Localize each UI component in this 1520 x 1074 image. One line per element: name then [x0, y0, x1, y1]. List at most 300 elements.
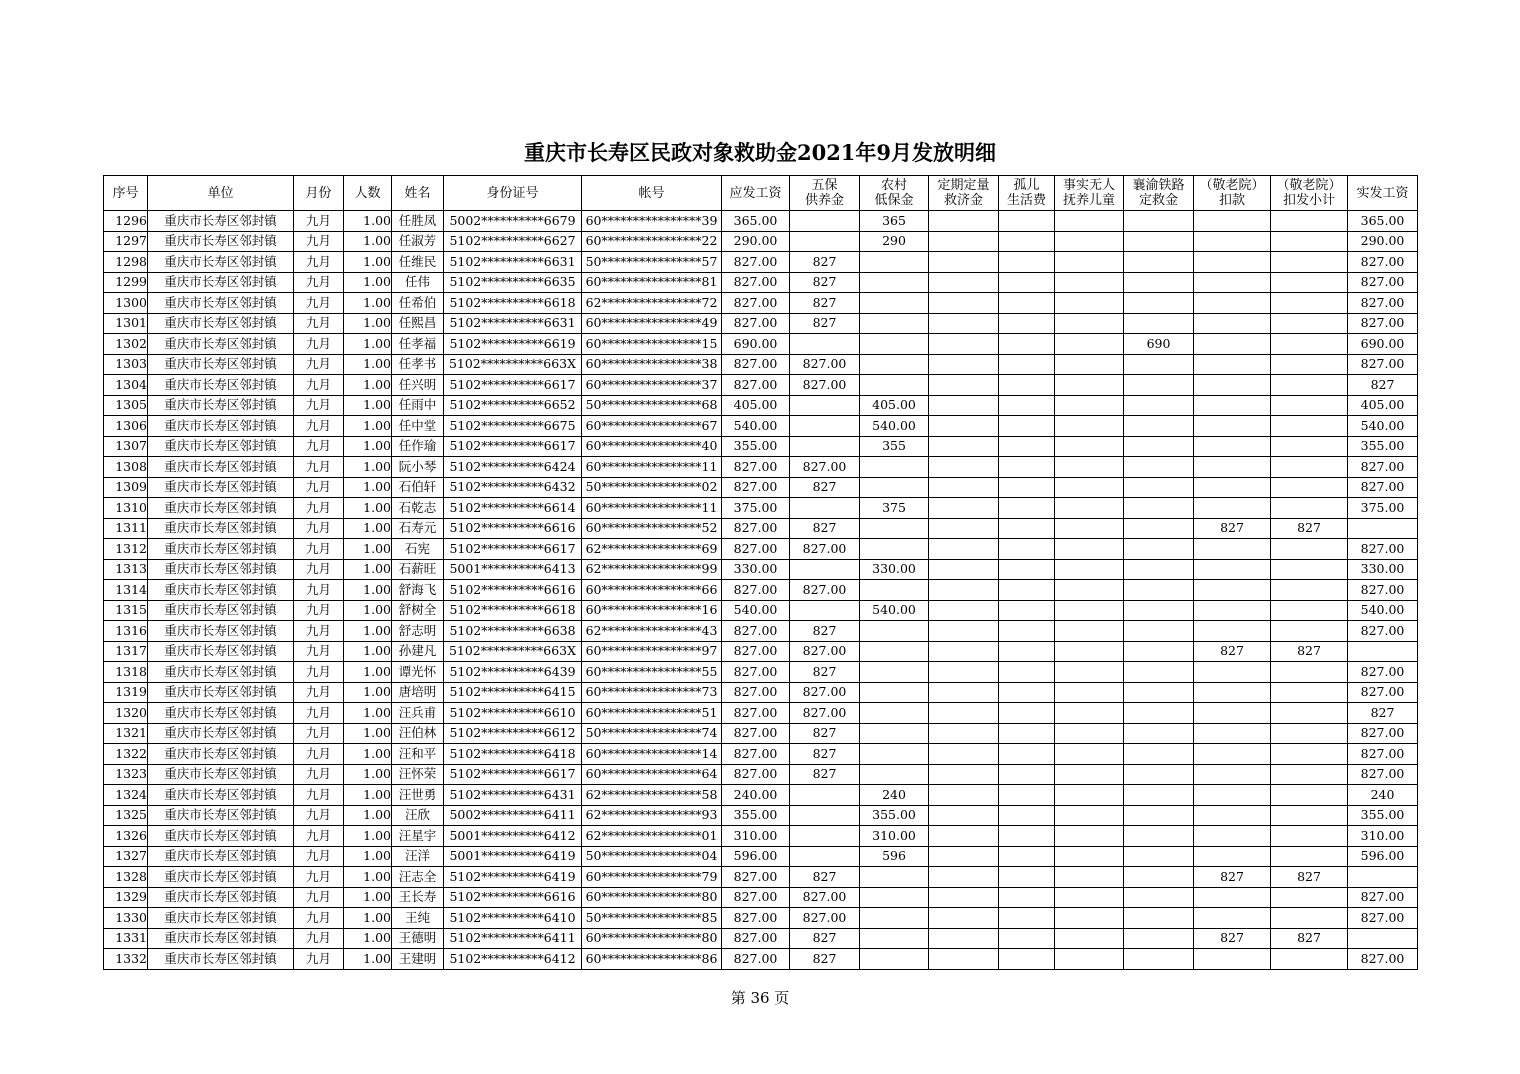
cell-name: 舒志明: [392, 621, 444, 642]
cell-dibao: [860, 682, 929, 703]
cell-unit: 重庆市长寿区邻封镇: [148, 949, 294, 970]
cell-month: 九月: [294, 703, 344, 724]
cell-account: 60****************14: [582, 744, 722, 765]
header-name: 姓名: [392, 176, 444, 211]
cell-month: 九月: [294, 457, 344, 478]
cell-jlkk: [1194, 744, 1271, 765]
cell-dingqi: [929, 600, 999, 621]
cell-people: 1.00: [344, 211, 392, 232]
cell-wubao: 827: [790, 949, 860, 970]
cell-account: 60****************15: [582, 334, 722, 355]
cell-actual: 355.00: [1348, 805, 1418, 826]
payment-table: [103, 175, 1418, 970]
cell-dingqi: [929, 436, 999, 457]
cell-unit: 重庆市长寿区邻封镇: [148, 682, 294, 703]
cell-idno: 5102**********6439: [444, 662, 582, 683]
cell-people: 1.00: [344, 785, 392, 806]
cell-wubao: 827.00: [790, 539, 860, 560]
cell-jlxj: [1271, 826, 1348, 847]
cell-dibao: [860, 641, 929, 662]
cell-dingqi: [929, 723, 999, 744]
cell-people: 1.00: [344, 744, 392, 765]
cell-actual: 827.00: [1348, 662, 1418, 683]
cell-people: 1.00: [344, 559, 392, 580]
cell-people: 1.00: [344, 293, 392, 314]
cell-account: 60****************22: [582, 231, 722, 252]
table-row: [104, 805, 1418, 826]
cell-dingqi: [929, 621, 999, 642]
cell-account: 62****************72: [582, 293, 722, 314]
cell-account: 60****************39: [582, 211, 722, 232]
cell-seq: 1310: [104, 498, 148, 519]
cell-idno: 5001**********6413: [444, 559, 582, 580]
cell-dingqi: [929, 334, 999, 355]
cell-account: 60****************52: [582, 518, 722, 539]
cell-people: 1.00: [344, 498, 392, 519]
cell-people: 1.00: [344, 867, 392, 888]
cell-dingqi: [929, 354, 999, 375]
cell-wubao: [790, 211, 860, 232]
cell-jlxj: [1271, 805, 1348, 826]
cell-dingqi: [929, 477, 999, 498]
cell-shishi: [1055, 682, 1124, 703]
cell-seq: 1320: [104, 703, 148, 724]
cell-xiangyu: [1124, 826, 1194, 847]
cell-guer: [999, 846, 1055, 867]
cell-dibao: [860, 580, 929, 601]
cell-dibao: [860, 621, 929, 642]
cell-month: 九月: [294, 826, 344, 847]
cell-unit: 重庆市长寿区邻封镇: [148, 498, 294, 519]
cell-month: 九月: [294, 313, 344, 334]
cell-shishi: [1055, 395, 1124, 416]
cell-dingqi: [929, 498, 999, 519]
cell-xiangyu: [1124, 416, 1194, 437]
cell-shishi: [1055, 211, 1124, 232]
cell-jlxj: [1271, 416, 1348, 437]
cell-jlkk: [1194, 375, 1271, 396]
cell-jlkk: [1194, 272, 1271, 293]
cell-idno: 5001**********6419: [444, 846, 582, 867]
cell-unit: 重庆市长寿区邻封镇: [148, 354, 294, 375]
cell-people: 1.00: [344, 805, 392, 826]
cell-dingqi: [929, 682, 999, 703]
cell-wubao: [790, 334, 860, 355]
cell-due: 827.00: [722, 621, 790, 642]
cell-dingqi: [929, 211, 999, 232]
cell-xiangyu: [1124, 600, 1194, 621]
table-row: [104, 867, 1418, 888]
cell-idno: 5102**********6424: [444, 457, 582, 478]
cell-month: 九月: [294, 518, 344, 539]
cell-xiangyu: [1124, 518, 1194, 539]
cell-account: 50****************04: [582, 846, 722, 867]
cell-jlkk: 827: [1194, 518, 1271, 539]
cell-dibao: [860, 354, 929, 375]
cell-name: 舒海飞: [392, 580, 444, 601]
cell-actual: 827.00: [1348, 539, 1418, 560]
cell-month: 九月: [294, 785, 344, 806]
cell-jlkk: [1194, 764, 1271, 785]
cell-name: 阮小琴: [392, 457, 444, 478]
cell-dibao: [860, 703, 929, 724]
header-actual-wage: 实发工资: [1348, 176, 1418, 211]
cell-dibao: 375: [860, 498, 929, 519]
cell-people: 1.00: [344, 334, 392, 355]
header-dibao-line1: 农村: [880, 178, 907, 193]
cell-wubao: 827.00: [790, 908, 860, 929]
cell-account: 60****************79: [582, 867, 722, 888]
cell-unit: 重庆市长寿区邻封镇: [148, 785, 294, 806]
header-jlxj-line2: 扣发小计: [1282, 193, 1335, 208]
cell-people: 1.00: [344, 826, 392, 847]
cell-actual: 827.00: [1348, 313, 1418, 334]
cell-jlkk: [1194, 252, 1271, 273]
cell-xiangyu: [1124, 498, 1194, 519]
cell-unit: 重庆市长寿区邻封镇: [148, 518, 294, 539]
cell-dibao: [860, 764, 929, 785]
cell-name: 唐培明: [392, 682, 444, 703]
cell-due: 827.00: [722, 293, 790, 314]
cell-seq: 1299: [104, 272, 148, 293]
cell-month: 九月: [294, 744, 344, 765]
cell-unit: 重庆市长寿区邻封镇: [148, 313, 294, 334]
cell-due: 827.00: [722, 723, 790, 744]
table-row: [104, 662, 1418, 683]
cell-people: 1.00: [344, 682, 392, 703]
cell-jlkk: 827: [1194, 928, 1271, 949]
cell-seq: 1314: [104, 580, 148, 601]
cell-shishi: [1055, 293, 1124, 314]
cell-account: 50****************68: [582, 395, 722, 416]
cell-actual: 375.00: [1348, 498, 1418, 519]
cell-name: 王德明: [392, 928, 444, 949]
cell-shishi: [1055, 354, 1124, 375]
cell-actual: 827.00: [1348, 887, 1418, 908]
table-row: [104, 518, 1418, 539]
cell-dingqi: [929, 539, 999, 560]
cell-guer: [999, 334, 1055, 355]
cell-wubao: [790, 805, 860, 826]
cell-name: 孙建凡: [392, 641, 444, 662]
cell-account: 62****************93: [582, 805, 722, 826]
cell-jlkk: [1194, 498, 1271, 519]
cell-account: 60****************40: [582, 436, 722, 457]
cell-unit: 重庆市长寿区邻封镇: [148, 559, 294, 580]
cell-unit: 重庆市长寿区邻封镇: [148, 826, 294, 847]
cell-jlxj: [1271, 375, 1348, 396]
cell-people: 1.00: [344, 457, 392, 478]
cell-dingqi: [929, 457, 999, 478]
cell-seq: 1301: [104, 313, 148, 334]
cell-dibao: 355: [860, 436, 929, 457]
cell-month: 九月: [294, 477, 344, 498]
cell-month: 九月: [294, 334, 344, 355]
cell-seq: 1322: [104, 744, 148, 765]
cell-wubao: 827: [790, 928, 860, 949]
cell-guer: [999, 703, 1055, 724]
cell-month: 九月: [294, 354, 344, 375]
cell-wubao: 827: [790, 518, 860, 539]
cell-account: 60****************16: [582, 600, 722, 621]
cell-actual: 827.00: [1348, 252, 1418, 273]
table-row: [104, 928, 1418, 949]
cell-dingqi: [929, 846, 999, 867]
cell-name: 汪世勇: [392, 785, 444, 806]
cell-jlxj: 827: [1271, 928, 1348, 949]
cell-guer: [999, 457, 1055, 478]
cell-dibao: 540.00: [860, 600, 929, 621]
cell-xiangyu: [1124, 539, 1194, 560]
cell-shishi: [1055, 252, 1124, 273]
cell-name: 任孝福: [392, 334, 444, 355]
cell-name: 汪和平: [392, 744, 444, 765]
cell-due: 827.00: [722, 887, 790, 908]
cell-guer: [999, 252, 1055, 273]
cell-dibao: [860, 313, 929, 334]
cell-xiangyu: [1124, 846, 1194, 867]
cell-name: 任维民: [392, 252, 444, 273]
cell-people: 1.00: [344, 416, 392, 437]
cell-jlkk: [1194, 436, 1271, 457]
cell-month: 九月: [294, 805, 344, 826]
cell-dibao: [860, 375, 929, 396]
cell-shishi: [1055, 826, 1124, 847]
cell-dingqi: [929, 231, 999, 252]
cell-dibao: [860, 744, 929, 765]
cell-wubao: 827: [790, 293, 860, 314]
cell-wubao: 827: [790, 477, 860, 498]
cell-jlxj: [1271, 949, 1348, 970]
cell-guer: [999, 785, 1055, 806]
cell-guer: [999, 805, 1055, 826]
cell-guer: [999, 436, 1055, 457]
cell-due: 596.00: [722, 846, 790, 867]
cell-people: 1.00: [344, 436, 392, 457]
cell-xiangyu: [1124, 231, 1194, 252]
cell-dingqi: [929, 580, 999, 601]
cell-actual: 330.00: [1348, 559, 1418, 580]
cell-due: 827.00: [722, 354, 790, 375]
cell-dibao: [860, 477, 929, 498]
table-row: [104, 539, 1418, 560]
cell-seq: 1319: [104, 682, 148, 703]
cell-dingqi: [929, 313, 999, 334]
cell-idno: 5102**********6617: [444, 436, 582, 457]
cell-dibao: 405.00: [860, 395, 929, 416]
cell-people: 1.00: [344, 621, 392, 642]
cell-guer: [999, 949, 1055, 970]
cell-guer: [999, 416, 1055, 437]
header-seq: 序号: [104, 176, 148, 211]
cell-wubao: [790, 826, 860, 847]
cell-month: 九月: [294, 641, 344, 662]
cell-xiangyu: [1124, 908, 1194, 929]
cell-jlkk: [1194, 703, 1271, 724]
cell-actual: 827.00: [1348, 293, 1418, 314]
cell-shishi: [1055, 744, 1124, 765]
cell-dibao: [860, 949, 929, 970]
cell-unit: 重庆市长寿区邻封镇: [148, 805, 294, 826]
cell-name: 石薪旺: [392, 559, 444, 580]
cell-due: 827.00: [722, 477, 790, 498]
header-jlxj-line1: （敬老院）: [1276, 178, 1342, 193]
cell-shishi: [1055, 887, 1124, 908]
cell-unit: 重庆市长寿区邻封镇: [148, 703, 294, 724]
cell-unit: 重庆市长寿区邻封镇: [148, 231, 294, 252]
cell-name: 任雨中: [392, 395, 444, 416]
table-row: [104, 641, 1418, 662]
table-row: [104, 682, 1418, 703]
cell-guer: [999, 559, 1055, 580]
cell-shishi: [1055, 539, 1124, 560]
cell-actual: 596.00: [1348, 846, 1418, 867]
cell-jlxj: [1271, 785, 1348, 806]
cell-month: 九月: [294, 395, 344, 416]
cell-dibao: [860, 908, 929, 929]
cell-due: 827.00: [722, 928, 790, 949]
cell-actual: 405.00: [1348, 395, 1418, 416]
cell-month: 九月: [294, 559, 344, 580]
header-xiangyu-line2: 定救金: [1138, 193, 1178, 208]
cell-account: 60****************81: [582, 272, 722, 293]
cell-wubao: 827: [790, 723, 860, 744]
cell-unit: 重庆市长寿区邻封镇: [148, 539, 294, 560]
cell-xiangyu: [1124, 354, 1194, 375]
cell-actual: 365.00: [1348, 211, 1418, 232]
cell-dingqi: [929, 867, 999, 888]
cell-due: 330.00: [722, 559, 790, 580]
header-dingqi: [929, 176, 999, 211]
cell-jlkk: [1194, 662, 1271, 683]
cell-account: 62****************58: [582, 785, 722, 806]
header-unit: 单位: [148, 176, 294, 211]
cell-account: 60****************11: [582, 498, 722, 519]
cell-jlxj: [1271, 293, 1348, 314]
cell-due: 827.00: [722, 518, 790, 539]
cell-due: 827.00: [722, 375, 790, 396]
cell-unit: 重庆市长寿区邻封镇: [148, 744, 294, 765]
cell-dibao: 310.00: [860, 826, 929, 847]
cell-unit: 重庆市长寿区邻封镇: [148, 928, 294, 949]
table-row: [104, 949, 1418, 970]
cell-jlxj: [1271, 908, 1348, 929]
cell-jlkk: [1194, 416, 1271, 437]
cell-xiangyu: [1124, 621, 1194, 642]
cell-dibao: [860, 252, 929, 273]
cell-wubao: 827.00: [790, 682, 860, 703]
cell-idno: 5102**********663X: [444, 354, 582, 375]
cell-guer: [999, 539, 1055, 560]
cell-dingqi: [929, 662, 999, 683]
cell-name: 任淑芳: [392, 231, 444, 252]
cell-shishi: [1055, 375, 1124, 396]
cell-people: 1.00: [344, 231, 392, 252]
cell-idno: 5102**********6610: [444, 703, 582, 724]
cell-dibao: 365: [860, 211, 929, 232]
cell-jlxj: [1271, 252, 1348, 273]
cell-dibao: 330.00: [860, 559, 929, 580]
cell-idno: 5102**********6411: [444, 928, 582, 949]
cell-people: 1.00: [344, 662, 392, 683]
cell-wubao: 827.00: [790, 580, 860, 601]
cell-account: 62****************69: [582, 539, 722, 560]
cell-jlxj: 827: [1271, 518, 1348, 539]
cell-actual: 540.00: [1348, 600, 1418, 621]
cell-due: 355.00: [722, 436, 790, 457]
cell-month: 九月: [294, 436, 344, 457]
cell-seq: 1313: [104, 559, 148, 580]
cell-shishi: [1055, 559, 1124, 580]
cell-unit: 重庆市长寿区邻封镇: [148, 375, 294, 396]
cell-month: 九月: [294, 293, 344, 314]
cell-dingqi: [929, 272, 999, 293]
cell-name: 石伯轩: [392, 477, 444, 498]
header-jlkk: [1194, 176, 1271, 211]
header-shishi: [1055, 176, 1124, 211]
cell-jlkk: [1194, 846, 1271, 867]
cell-guer: [999, 621, 1055, 642]
cell-people: 1.00: [344, 375, 392, 396]
cell-account: 60****************80: [582, 928, 722, 949]
cell-people: 1.00: [344, 949, 392, 970]
header-dibao-line2: 低保金: [874, 193, 914, 208]
cell-month: 九月: [294, 498, 344, 519]
header-dingqi-line1: 定期定量: [937, 178, 990, 193]
cell-month: 九月: [294, 231, 344, 252]
cell-jlxj: [1271, 703, 1348, 724]
cell-shishi: [1055, 703, 1124, 724]
cell-unit: 重庆市长寿区邻封镇: [148, 887, 294, 908]
cell-xiangyu: [1124, 252, 1194, 273]
cell-idno: 5102**********6652: [444, 395, 582, 416]
cell-idno: 5102**********6616: [444, 580, 582, 601]
cell-jlxj: [1271, 395, 1348, 416]
cell-shishi: [1055, 436, 1124, 457]
cell-unit: 重庆市长寿区邻封镇: [148, 457, 294, 478]
cell-due: 310.00: [722, 826, 790, 847]
cell-month: 九月: [294, 211, 344, 232]
cell-dibao: [860, 928, 929, 949]
cell-seq: 1312: [104, 539, 148, 560]
cell-jlkk: [1194, 539, 1271, 560]
header-dibao: [860, 176, 929, 211]
cell-jlxj: [1271, 313, 1348, 334]
cell-seq: 1296: [104, 211, 148, 232]
cell-month: 九月: [294, 682, 344, 703]
cell-jlxj: [1271, 498, 1348, 519]
cell-jlkk: [1194, 477, 1271, 498]
cell-account: 62****************01: [582, 826, 722, 847]
cell-idno: 5102**********6619: [444, 334, 582, 355]
cell-name: 任作瑜: [392, 436, 444, 457]
cell-account: 60****************73: [582, 682, 722, 703]
table-row: [104, 580, 1418, 601]
cell-people: 1.00: [344, 477, 392, 498]
cell-actual: 827.00: [1348, 908, 1418, 929]
cell-xiangyu: [1124, 457, 1194, 478]
table-row: [104, 785, 1418, 806]
cell-dingqi: [929, 744, 999, 765]
table-row: [104, 621, 1418, 642]
table-row: [104, 887, 1418, 908]
cell-unit: 重庆市长寿区邻封镇: [148, 395, 294, 416]
cell-actual: 310.00: [1348, 826, 1418, 847]
cell-unit: 重庆市长寿区邻封镇: [148, 641, 294, 662]
cell-seq: 1330: [104, 908, 148, 929]
cell-name: 汪兵甫: [392, 703, 444, 724]
cell-shishi: [1055, 518, 1124, 539]
